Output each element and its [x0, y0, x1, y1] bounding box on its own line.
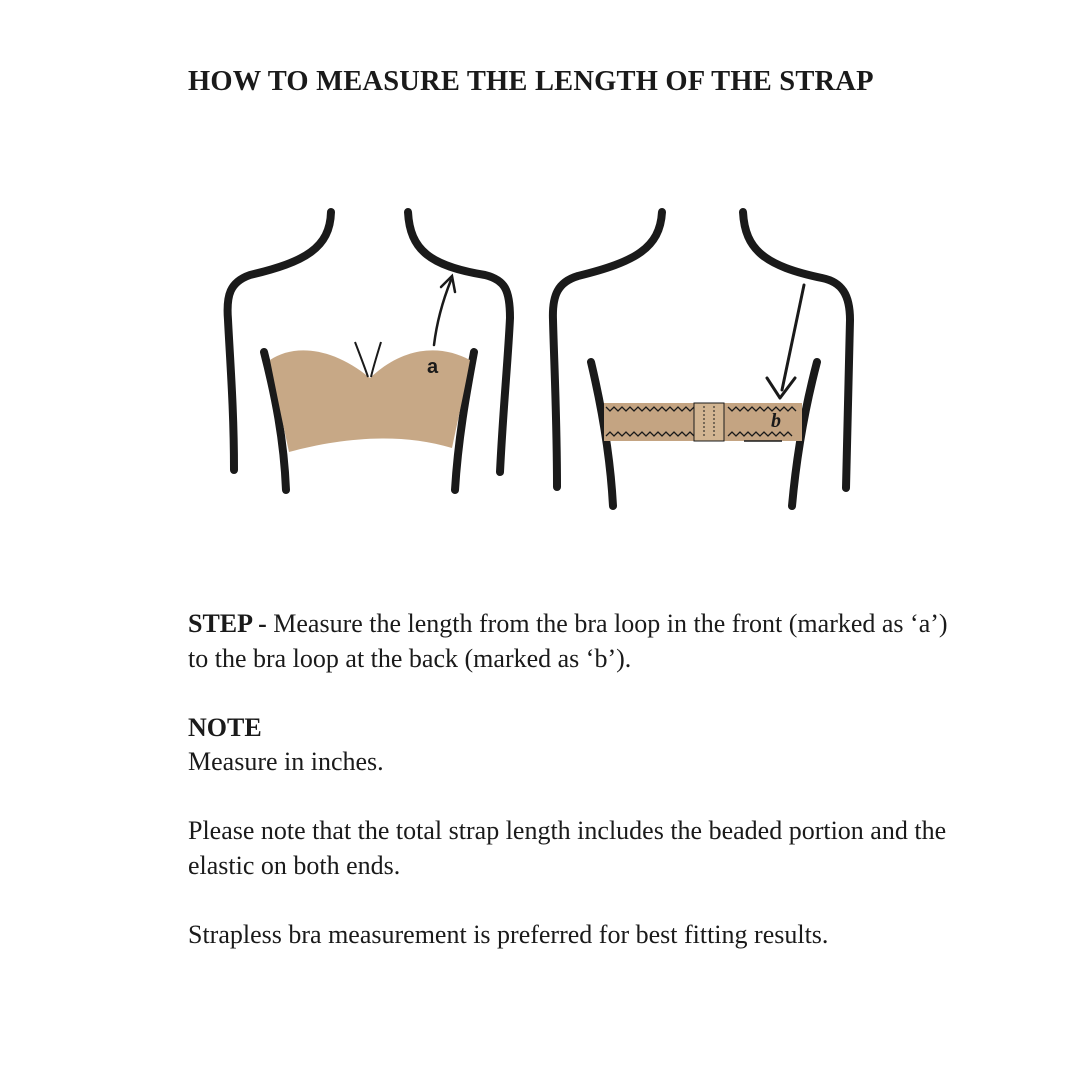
- step-paragraph: [188, 606, 948, 676]
- step-text: Measure the length from the bra loop in the front (marked as ‘a’) to the bra loop at the back (marked as ‘b’).: [188, 609, 948, 673]
- back-arrow: [767, 285, 804, 398]
- front-torso-outline: [228, 212, 510, 490]
- note-line-inches: Measure in inches.: [188, 747, 384, 776]
- front-bra-shape: [270, 350, 470, 452]
- label-a: a: [427, 356, 439, 378]
- note-line-strap-length: Please note that the total strap length includes the beaded portion and the elastic on both ends.: [188, 816, 947, 880]
- note-line-strapless: Strapless bra measurement is preferred for best fitting results.: [188, 920, 829, 949]
- step-label: STEP -: [188, 609, 267, 638]
- front-arrow: [434, 276, 455, 345]
- note-heading: NOTE: [188, 713, 262, 742]
- page-title: HOW TO MEASURE THE LENGTH OF THE STRAP: [188, 66, 874, 97]
- back-torso-outline: [553, 212, 850, 506]
- label-b: b: [771, 410, 781, 432]
